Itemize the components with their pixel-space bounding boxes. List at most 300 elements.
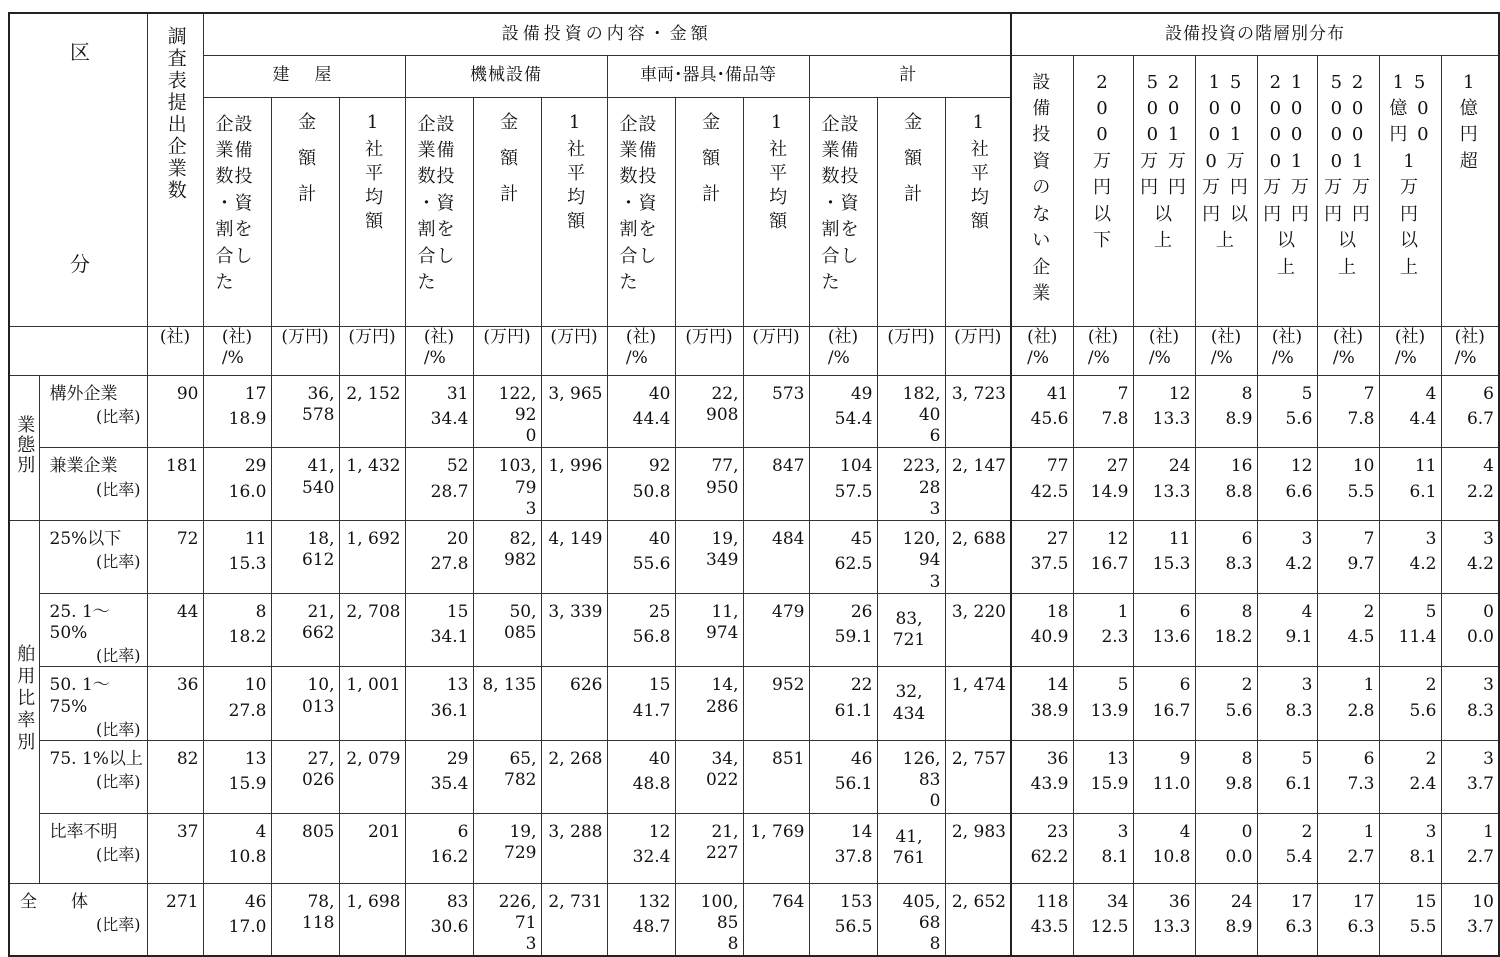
distribution-cell: [1073, 813, 1133, 883]
distribution-cell: [1011, 883, 1073, 956]
row-label-cell: [39, 375, 147, 448]
distribution-cell: [1379, 883, 1441, 956]
value: 2, 152: [346, 383, 401, 404]
unit-text: (万円): [954, 326, 1002, 347]
dist-count: 5: [1117, 675, 1129, 696]
ratio-value: 34.1: [430, 627, 469, 647]
distribution-cell: [1073, 883, 1133, 956]
building-amount-cell: [271, 593, 339, 667]
row-ratio-label: (比率): [96, 552, 141, 572]
table-row: [9, 740, 1499, 813]
distribution-cell: [1317, 375, 1379, 448]
share-header-line: た: [215, 272, 235, 294]
dist-header-line: 投: [1032, 124, 1053, 146]
dist-ratio: 4.4: [1409, 408, 1437, 429]
distribution-cell: [1011, 667, 1073, 741]
dist-header-line: 0: [1096, 124, 1110, 146]
distribution-cell: [1195, 448, 1257, 521]
unit-text-1: (社): [1332, 326, 1364, 347]
total-avg-cell: [945, 740, 1011, 813]
unit-cell: [541, 326, 607, 375]
unit-text: (社): [159, 326, 191, 347]
dist-header-line: 下: [1093, 230, 1113, 252]
count-value: 36: [176, 675, 199, 696]
dist-ratio: 7.3: [1347, 774, 1375, 794]
vehicles-amount-cell: [675, 521, 743, 594]
dist-count: 12: [1290, 456, 1313, 477]
building-avg-cell: [339, 740, 405, 813]
vehicles-avg-cell: [743, 375, 809, 448]
ratio-value: 27.8: [228, 700, 267, 721]
machinery-share-cell: [405, 740, 473, 813]
dist-ratio: 13.3: [1152, 916, 1191, 937]
avg-header: [743, 97, 809, 326]
dist-ratio: 62.2: [1030, 846, 1069, 867]
building-share-cell: [203, 667, 271, 741]
machinery-avg-cell: [541, 521, 607, 594]
unit-cell: [607, 326, 675, 375]
unit-cell: [1257, 326, 1317, 375]
vehicles-amount-cell: [675, 667, 743, 741]
content-title: 設備投資の内容・金額: [203, 13, 1011, 55]
dist-count: 36: [1046, 748, 1069, 769]
distribution-cell: [1133, 521, 1195, 594]
value: 4: [255, 821, 267, 842]
unit-text: [1455, 327, 1485, 370]
value: 10, 013: [302, 675, 335, 717]
ratio-value: 48.7: [632, 916, 671, 937]
share-header-line: た: [619, 272, 639, 294]
dist-count: 23: [1046, 821, 1069, 842]
count-value: 271: [166, 891, 199, 912]
row-label-cell: [39, 521, 147, 594]
ratio-value: 56.8: [632, 627, 671, 647]
dist-count: 3: [1301, 675, 1313, 696]
avg-header-text: 1社平均額: [766, 111, 788, 235]
vehicles-share-cell: [607, 883, 675, 956]
unit-text-2: /%: [625, 347, 648, 368]
distribution-cell: [1195, 375, 1257, 448]
share-header-line: た: [417, 272, 437, 294]
dist-count: 12: [1106, 529, 1129, 549]
distribution-cell: [1257, 521, 1317, 594]
avg-header: [339, 97, 405, 326]
ratio-value: 62.5: [834, 554, 873, 575]
dist-header-line: 以: [1154, 203, 1174, 225]
dist-header-line: 0 0: [1269, 97, 1305, 119]
group-gyotai-label: 業態別: [14, 414, 36, 475]
dist-count: 3: [1483, 748, 1494, 769]
dist-header-line: 0 1: [1269, 150, 1305, 172]
value: 226, 71: [498, 891, 537, 933]
value: 2, 147: [951, 456, 1006, 477]
building-avg-cell: [339, 521, 405, 594]
dist-header-line: 円 円: [1140, 177, 1188, 199]
dist-count: 5: [1301, 748, 1313, 769]
dist-ratio: 12.5: [1090, 916, 1129, 937]
dist-col-0: [1011, 55, 1073, 326]
ratio-value: 50.8: [632, 481, 671, 502]
dist-count: 10: [1472, 891, 1494, 912]
distribution-cell: [1317, 593, 1379, 667]
dist-header-line: 上: [1277, 256, 1297, 278]
distribution-cell: [1011, 813, 1073, 883]
distribution-cell: [1011, 593, 1073, 667]
dist-ratio: 11.4: [1398, 627, 1437, 647]
dist-col-5: [1317, 55, 1379, 326]
category-header: [9, 13, 147, 326]
dist-ratio: 45.6: [1030, 408, 1069, 429]
ratio-value: 56.1: [834, 774, 873, 794]
share-header-line: ・資: [619, 192, 658, 214]
building-amount-cell: [271, 740, 339, 813]
dist-ratio: 3.7: [1466, 774, 1494, 794]
value-cont: 0: [525, 426, 537, 446]
value: 2, 731: [548, 891, 603, 912]
group-gyotai: [9, 375, 39, 521]
unit-text: (万円): [752, 326, 800, 347]
unit-text-1: (社): [1271, 326, 1303, 347]
avg-header-text: 1社平均額: [967, 111, 989, 235]
vehicles-share-cell: [607, 740, 675, 813]
count-cell: [147, 883, 203, 956]
dist-count: 13: [1106, 748, 1129, 769]
row-label: 50. 1～75%: [49, 675, 110, 717]
dist-header-line: な: [1032, 203, 1053, 225]
vehicles-share-cell: [607, 667, 675, 741]
value: 40: [648, 529, 671, 549]
distribution-cell: [1195, 593, 1257, 667]
distribution-cell: [1133, 883, 1195, 956]
dist-col-4: [1257, 55, 1317, 326]
unit-text: [1211, 327, 1241, 370]
dist-ratio: 0.0: [1466, 627, 1494, 647]
value: 851: [772, 748, 805, 769]
dist-count: 4: [1483, 456, 1494, 477]
distribution-cell: [1441, 813, 1499, 883]
distribution-cell: [1257, 740, 1317, 813]
dist-header-line: 万: [1093, 150, 1113, 172]
vehicles-share-cell: [607, 521, 675, 594]
unit-text: [222, 327, 252, 370]
total-amount-cell: [877, 667, 945, 741]
building-amount-cell: [271, 521, 339, 594]
dist-ratio: 3.7: [1466, 916, 1494, 937]
dist-header-line: 1: [1403, 150, 1417, 172]
row-label: 構外企業: [49, 383, 118, 404]
value: 3, 965: [548, 383, 603, 404]
total-share-cell: [809, 593, 877, 667]
group-machinery: 機械設備: [405, 55, 607, 97]
row-ratio-label: (比率): [96, 772, 141, 791]
value: 3, 723: [951, 383, 1006, 404]
dist-ratio: 8.8: [1225, 481, 1253, 502]
distribution-cell: [1441, 521, 1499, 594]
dist-ratio: 6.6: [1285, 481, 1313, 502]
value: 29: [244, 456, 267, 477]
dist-ratio: 11.0: [1152, 774, 1191, 794]
building-share-cell: [203, 740, 271, 813]
unit-cell: [405, 326, 473, 375]
distribution-cell: [1379, 448, 1441, 521]
count-cell: [147, 740, 203, 813]
machinery-amount-cell: [473, 667, 541, 741]
dist-count: 9: [1179, 748, 1191, 769]
building-avg-cell: [339, 883, 405, 956]
distribution-cell: [1073, 375, 1133, 448]
unit-cell: [877, 326, 945, 375]
share-header: [607, 97, 675, 326]
vehicles-share-cell: [607, 593, 675, 667]
value: 764: [772, 891, 805, 912]
value: 36, 578: [302, 383, 335, 425]
value: 41, 761: [892, 826, 926, 868]
distribution-cell: [1073, 521, 1133, 594]
share-header-line: 業備: [821, 139, 860, 161]
share-header-line: 企設: [821, 113, 860, 135]
total-share-cell: [809, 667, 877, 741]
distribution-cell: [1257, 883, 1317, 956]
total-share-cell: [809, 448, 877, 521]
total-avg-cell: [945, 883, 1011, 956]
value: 50, 085: [504, 601, 537, 643]
dist-ratio: 37.5: [1030, 554, 1069, 575]
share-header-line: 割を: [215, 219, 254, 241]
row-ratio-label: (比率): [96, 719, 141, 739]
share-header-line: 企設: [215, 113, 254, 135]
avg-header-text: 1社平均額: [564, 111, 586, 235]
dist-header-line: 0 1: [1330, 150, 1366, 172]
distribution-cell: [1073, 740, 1133, 813]
building-share-cell: [203, 448, 271, 521]
distribution-cell: [1011, 740, 1073, 813]
dist-count: 12: [1168, 383, 1191, 404]
value: 13: [244, 748, 267, 769]
dist-header-line: 0 0: [1269, 124, 1305, 146]
value: 19, 349: [706, 529, 739, 571]
unit-text-2: /%: [1027, 347, 1049, 368]
dist-count: 2: [1241, 675, 1253, 696]
share-header-line: 合し: [417, 245, 456, 267]
total-amount-cell: [877, 593, 945, 667]
amount-header: [473, 97, 541, 326]
dist-col-3: [1195, 55, 1257, 326]
ratio-value: 55.6: [632, 554, 671, 575]
ratio-value: 41.7: [632, 700, 671, 721]
row-label-cell: [39, 448, 147, 521]
share-header: [809, 97, 877, 326]
building-share-cell: [203, 813, 271, 883]
amount-header-text: 金額計: [295, 111, 317, 220]
dist-count: 4: [1179, 821, 1191, 842]
value: 4, 149: [548, 529, 603, 549]
value: 82, 982: [504, 529, 537, 571]
dist-header-line: 上: [1154, 230, 1174, 252]
machinery-avg-cell: [541, 740, 607, 813]
total-amount-cell: [877, 375, 945, 448]
dist-header-line: 万 万: [1263, 177, 1311, 199]
distribution-cell: [1073, 667, 1133, 741]
unit-text-2: /%: [1271, 347, 1294, 368]
row-label-cell: [39, 740, 147, 813]
total-avg-cell: [945, 813, 1011, 883]
machinery-avg-cell: [541, 593, 607, 667]
dist-header-line: 万 万: [1140, 150, 1188, 172]
dist-col-7: [1441, 55, 1499, 326]
count-cell: [147, 813, 203, 883]
distribution-cell: [1195, 883, 1257, 956]
value: 952: [772, 675, 805, 696]
dist-count: 11: [1414, 456, 1437, 477]
value: 626: [570, 675, 603, 696]
unit-cell: [743, 326, 809, 375]
dist-header-line: 資: [1032, 150, 1053, 172]
vehicles-amount-cell: [675, 813, 743, 883]
row-label-cell: [39, 667, 147, 741]
dist-ratio: 40.9: [1030, 627, 1069, 647]
machinery-amount-cell: [473, 448, 541, 521]
value: 18, 612: [302, 529, 335, 571]
dist-count: 118: [1036, 891, 1069, 912]
dist-header-line: 円: [1400, 203, 1420, 225]
unit-cell: [945, 326, 1011, 375]
value: 2, 652: [951, 891, 1006, 912]
count-cell: [147, 667, 203, 741]
value-cont: 3: [525, 934, 537, 954]
dist-header-line: 円 円: [1263, 203, 1311, 225]
unit-text: (万円): [887, 326, 935, 347]
dist-ratio: 5.5: [1347, 481, 1375, 502]
dist-ratio: 42.5: [1030, 481, 1069, 502]
dist-col-1: [1073, 55, 1133, 326]
dist-count: 3: [1483, 675, 1494, 696]
value: 573: [772, 383, 805, 404]
distribution-cell: [1441, 375, 1499, 448]
dist-header-line: 億: [1459, 97, 1480, 119]
unit-cell: [339, 326, 405, 375]
dist-ratio: 5.6: [1225, 700, 1253, 721]
dist-header-line: 0 万: [1205, 150, 1247, 172]
value: 104: [840, 456, 873, 477]
dist-header-line: 万 円: [1202, 177, 1250, 199]
value: 201: [368, 821, 401, 842]
dist-header-line: 以: [1277, 230, 1297, 252]
value: 11, 974: [706, 601, 739, 643]
distribution-cell: [1379, 521, 1441, 594]
vehicles-amount-cell: [675, 740, 743, 813]
count-value: 82: [176, 748, 199, 769]
dist-header-line: 1 5: [1392, 71, 1428, 93]
unit-cell: [1195, 326, 1257, 375]
total-amount-cell: [877, 521, 945, 594]
ratio-value: 18.2: [228, 627, 267, 647]
share-header-line: 合し: [619, 245, 658, 267]
unit-text-2: /%: [1394, 347, 1417, 368]
share-header-line: 業備: [215, 139, 254, 161]
value: 40: [648, 383, 671, 404]
distribution-cell: [1379, 375, 1441, 448]
row-label: 全 体: [20, 891, 88, 912]
dist-header-line: 円 以: [1202, 203, 1250, 225]
group-building: 建 屋: [203, 55, 405, 97]
dist-ratio: 9.7: [1347, 554, 1375, 575]
unit-text-1: (社): [1087, 326, 1119, 347]
distribution-cell: [1441, 740, 1499, 813]
dist-ratio: 5.6: [1409, 700, 1437, 721]
ratio-value: 28.7: [430, 481, 469, 502]
dist-header-line: 1 5: [1208, 71, 1244, 93]
dist-count: 0: [1483, 601, 1494, 622]
share-header-line: 業備: [619, 139, 658, 161]
dist-ratio: 4.5: [1347, 627, 1375, 647]
value: 46: [850, 748, 873, 769]
value: 100, 85: [700, 891, 739, 933]
table-row: [9, 593, 1499, 667]
share-header-line: 数投: [417, 166, 456, 188]
dist-header-line: 2: [1096, 71, 1110, 93]
unit-text-1: (社): [1210, 326, 1242, 347]
group-senyo: [9, 521, 39, 884]
building-amount-cell: [271, 448, 339, 521]
total-amount-cell: [877, 740, 945, 813]
unit-text-2: /%: [1087, 347, 1110, 368]
dist-ratio: 8.9: [1225, 408, 1253, 429]
share-header-line: 数投: [215, 166, 254, 188]
distribution-cell: [1133, 593, 1195, 667]
dist-ratio: 15.3: [1152, 554, 1191, 575]
vehicles-amount-cell: [675, 593, 743, 667]
dist-count: 2: [1425, 748, 1437, 769]
count-header: [147, 13, 203, 326]
value: 19, 729: [504, 821, 537, 863]
dist-count: 4: [1301, 601, 1313, 622]
value: 2, 688: [951, 529, 1006, 549]
total-avg-cell: [945, 593, 1011, 667]
dist-count: 8: [1241, 748, 1253, 769]
vehicles-share-cell: [607, 448, 675, 521]
unit-text: [1088, 327, 1118, 370]
unit-text: (万円): [483, 326, 531, 347]
distribution-cell: [1073, 593, 1133, 667]
value: 78, 118: [302, 891, 335, 933]
amount-header: [675, 97, 743, 326]
value: 26: [850, 601, 873, 622]
dist-count: 1: [1117, 601, 1129, 622]
dist-count: 15: [1414, 891, 1437, 912]
vehicles-share-cell: [607, 813, 675, 883]
dist-count: 16: [1230, 456, 1253, 477]
dist-header-line: 0: [1096, 97, 1110, 119]
unit-cell: [1317, 326, 1379, 375]
dist-header-line: 以: [1093, 203, 1113, 225]
row-ratio-label: (比率): [96, 479, 141, 499]
value: 8, 135: [482, 675, 537, 696]
unit-text: [1149, 327, 1179, 370]
dist-count: 2: [1301, 821, 1313, 842]
machinery-amount-cell: [473, 375, 541, 448]
dist-header-line: 企: [1032, 256, 1053, 278]
dist-count: 1: [1363, 675, 1375, 696]
value: 13: [446, 675, 469, 696]
value: 805: [302, 821, 335, 842]
total-share-cell: [809, 813, 877, 883]
value: 22, 908: [706, 383, 739, 425]
dist-ratio: 13.3: [1152, 481, 1191, 502]
count-header-text: 調査表提出企業数: [164, 26, 187, 202]
value: 1, 001: [346, 675, 401, 696]
value: 29: [446, 748, 469, 769]
value: 65, 782: [504, 748, 537, 790]
